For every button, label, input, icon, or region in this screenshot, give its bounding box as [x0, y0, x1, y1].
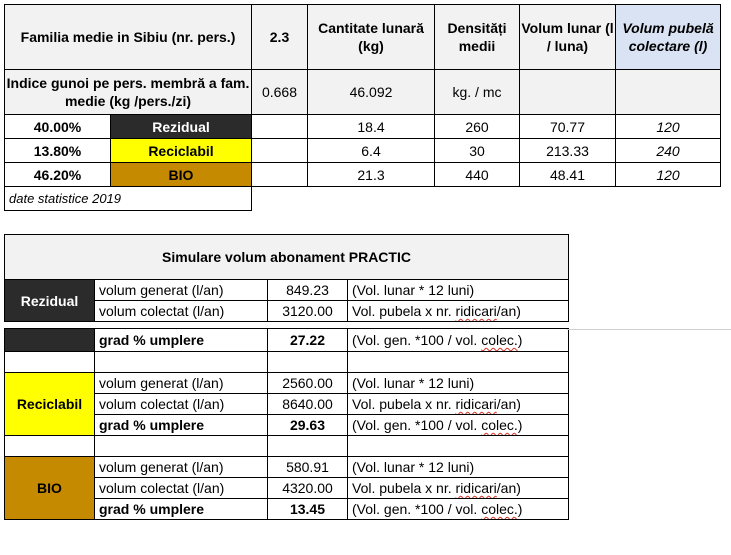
table-row	[5, 373, 569, 394]
generated-formula: (Vol. lunar * 12 luni)	[348, 457, 569, 478]
rezidual-color-block	[5, 329, 95, 352]
bin-cell: 120	[616, 163, 721, 187]
formula-part: )	[517, 332, 523, 348]
spacer-row	[5, 436, 569, 457]
collected-formula	[348, 478, 569, 499]
table-row	[5, 280, 569, 301]
generated-label: volum generat (l/an)	[95, 280, 268, 301]
table-row	[5, 139, 721, 163]
index-label: Indice gunoi pe pers. membră a fam. medie (kg /pers./zi)	[5, 70, 252, 115]
spacer-cell	[5, 436, 95, 457]
index-bin-empty	[616, 70, 721, 115]
percent-cell: 46.20%	[5, 163, 111, 187]
density-cell: 440	[435, 163, 520, 187]
spacer-cell	[5, 352, 95, 373]
formula-part: colec.	[481, 501, 518, 517]
table-row	[5, 329, 569, 352]
index-volume-empty	[520, 70, 616, 115]
collected-label: volum colectat (l/an)	[95, 394, 268, 415]
family-header: Familia medie in Sibiu (nr. pers.)	[5, 5, 252, 70]
volume-cell: 48.41	[520, 163, 616, 187]
page-divider	[567, 329, 731, 330]
formula-part: colec.	[481, 417, 518, 433]
index-density-unit: kg. / mc	[435, 70, 520, 115]
generated-label: volum generat (l/an)	[95, 373, 268, 394]
statistics-note: date statistice 2019	[5, 187, 252, 211]
formula-part: )	[517, 501, 523, 517]
formula-part: )	[517, 417, 523, 433]
formula-part: Vol. pubela x nr.	[352, 480, 456, 496]
fill-value: 13.45	[268, 499, 348, 520]
fill-formula	[348, 415, 569, 436]
formula-part: (Vol. gen. *100 / vol.	[352, 417, 482, 433]
index-row	[5, 70, 721, 115]
formula-part: /an)	[496, 303, 521, 319]
formula-part: ridicari	[455, 303, 497, 319]
collected-value: 3120.00	[268, 301, 348, 322]
generated-value: 849.23	[268, 280, 348, 301]
generated-formula: (Vol. lunar * 12 luni)	[348, 373, 569, 394]
fill-label: grad % umplere	[95, 415, 268, 436]
formula-part: (Vol. gen. *100 / vol.	[352, 332, 482, 348]
family-value: 2.3	[252, 5, 308, 70]
formula-part: ridicari	[455, 480, 497, 496]
bin-cell: 240	[616, 139, 721, 163]
spacer-cell	[268, 352, 348, 373]
fill-label: grad % umplere	[95, 499, 268, 520]
collected-value: 4320.00	[268, 478, 348, 499]
fill-value: 27.22	[268, 329, 348, 352]
spacer-row	[5, 352, 569, 373]
index-quantity: 46.092	[308, 70, 435, 115]
volume-cell: 70.77	[520, 115, 616, 139]
density-cell: 30	[435, 139, 520, 163]
collected-formula	[348, 301, 569, 322]
category-rezidual: Rezidual	[111, 115, 252, 139]
note-spacer	[252, 187, 721, 211]
formula-part: /an)	[496, 396, 521, 412]
table-row	[5, 457, 569, 478]
empty-cell	[252, 115, 308, 139]
fill-formula	[348, 499, 569, 520]
bin-volume-header: Volum pubelă colectare (l)	[616, 5, 721, 70]
index-value: 0.668	[252, 70, 308, 115]
generated-label: volum generat (l/an)	[95, 457, 268, 478]
spacer-cell	[95, 436, 268, 457]
empty-cell	[252, 163, 308, 187]
spacer-cell	[348, 436, 569, 457]
fill-value: 29.63	[268, 415, 348, 436]
density-cell: 260	[435, 115, 520, 139]
quantity-cell: 6.4	[308, 139, 435, 163]
formula-part: (Vol. gen. *100 / vol.	[352, 501, 482, 517]
category-reciclabil: Reciclabil	[5, 373, 95, 436]
category-rezidual: Rezidual	[5, 280, 95, 322]
bin-cell: 120	[616, 115, 721, 139]
fill-formula	[348, 329, 569, 352]
collected-label: volum colectat (l/an)	[95, 301, 268, 322]
percent-cell: 40.00%	[5, 115, 111, 139]
waste-statistics-table	[4, 4, 721, 211]
collected-value: 8640.00	[268, 394, 348, 415]
table-row	[5, 115, 721, 139]
gap-cell	[5, 322, 569, 329]
quantity-cell: 18.4	[308, 115, 435, 139]
simulation-title-row	[5, 235, 569, 280]
formula-part: Vol. pubela x nr.	[352, 396, 456, 412]
formula-part: Vol. pubela x nr.	[352, 303, 456, 319]
gap-row	[5, 322, 569, 329]
simulation-title: Simulare volum abonament PRACTIC	[5, 235, 569, 280]
generated-formula: (Vol. lunar * 12 luni)	[348, 280, 569, 301]
formula-part: colec.	[481, 332, 518, 348]
category-bio: BIO	[5, 457, 95, 520]
subscription-simulation-table	[4, 234, 569, 520]
fill-label: grad % umplere	[95, 329, 268, 352]
empty-cell	[252, 139, 308, 163]
category-bio: BIO	[111, 163, 252, 187]
header-row	[5, 5, 721, 70]
formula-part: ridicari	[455, 396, 497, 412]
density-header: Densități medii	[435, 5, 520, 70]
generated-value: 580.91	[268, 457, 348, 478]
category-reciclabil: Reciclabil	[111, 139, 252, 163]
volume-cell: 213.33	[520, 139, 616, 163]
table-row	[5, 163, 721, 187]
note-row	[5, 187, 721, 211]
collected-formula	[348, 394, 569, 415]
formula-part: /an)	[496, 480, 521, 496]
spacer-cell	[348, 352, 569, 373]
quantity-header: Cantitate lunară (kg)	[308, 5, 435, 70]
spacer-cell	[268, 436, 348, 457]
collected-label: volum colectat (l/an)	[95, 478, 268, 499]
quantity-cell: 21.3	[308, 163, 435, 187]
volume-header: Volum lunar (l / luna)	[520, 5, 616, 70]
spacer-cell	[95, 352, 268, 373]
generated-value: 2560.00	[268, 373, 348, 394]
percent-cell: 13.80%	[5, 139, 111, 163]
